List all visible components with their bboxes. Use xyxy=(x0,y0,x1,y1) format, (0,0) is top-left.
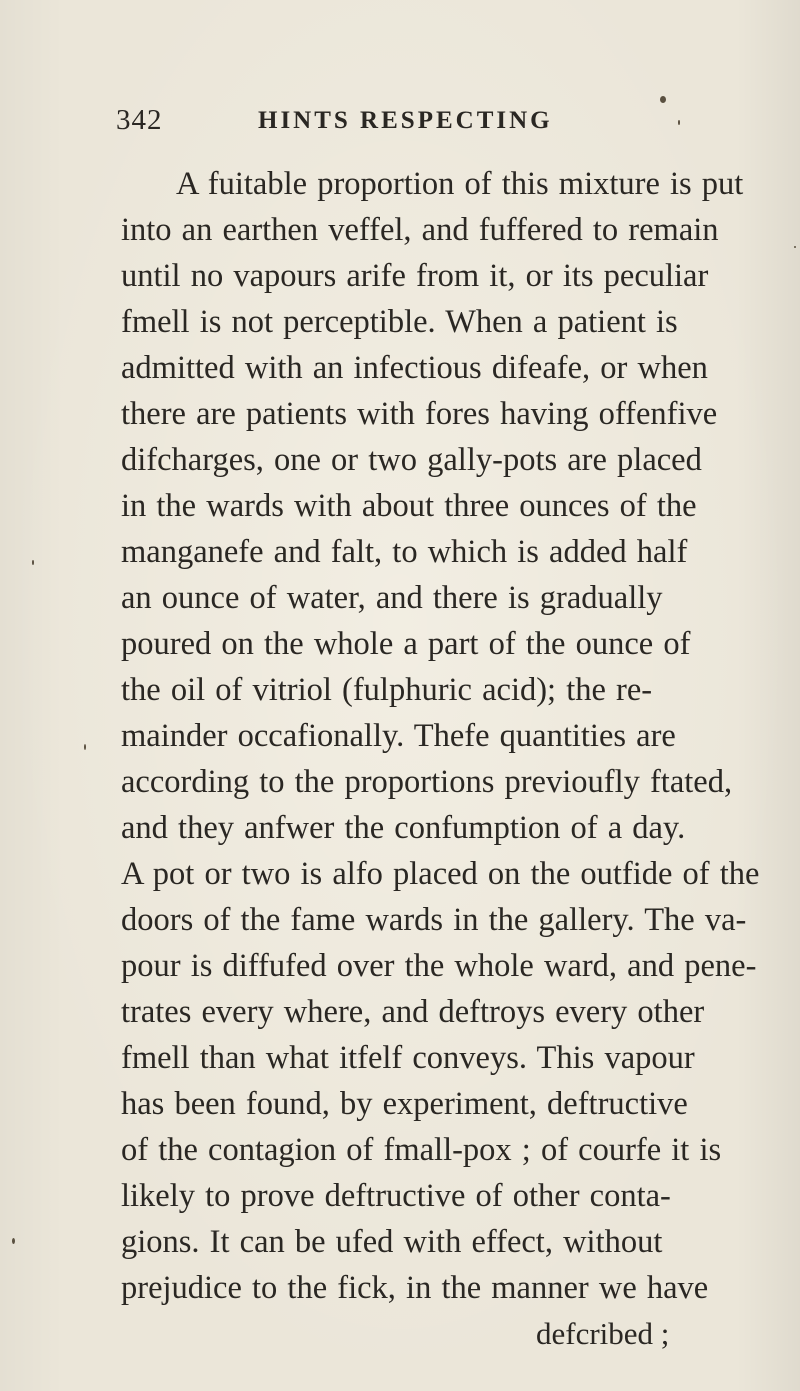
text-line: into an earthen veffel, and fuffered to remain xyxy=(121,212,719,248)
ink-speck xyxy=(32,560,34,565)
text-line: prejudice to the fick, in the manner we have xyxy=(121,1270,709,1306)
text-line: in the wards with about three ounces of the xyxy=(121,488,697,524)
text-line: an ounce of water, and there is gradually xyxy=(121,580,663,616)
text-line: the oil of vitriol (fulphuric acid); the re- xyxy=(121,672,653,708)
ink-speck xyxy=(84,744,86,750)
page-number: 342 xyxy=(116,104,163,136)
text-line: and they anfwer the confumption of a day. xyxy=(121,810,686,846)
text-line: according to the proportions previoufly ftated, xyxy=(121,764,733,800)
text-line: admitted with an infectious difeafe, or when xyxy=(121,350,708,386)
text-line: fmell than what itfelf conveys. This vapour xyxy=(121,1040,695,1076)
text-line: fmell is not perceptible. When a patient is xyxy=(121,304,678,340)
text-line: poured on the whole a part of the ounce of xyxy=(121,626,691,662)
text-line: doors of the fame wards in the gallery. The va- xyxy=(121,902,747,938)
text-line: of the contagion of fmall-pox ; of courfe it is xyxy=(121,1132,722,1168)
text-line: manganefe and falt, to which is added half xyxy=(121,534,688,570)
text-line: A pot or two is alfo placed on the outfide of the xyxy=(121,856,760,892)
text-line: trates every where, and deftroys every other xyxy=(121,994,705,1030)
running-head: HINTS RESPECTING xyxy=(258,107,553,134)
text-line: gions. It can be ufed with effect, without xyxy=(121,1224,663,1260)
text-line: A fuitable proportion of this mixture is put xyxy=(176,166,744,202)
text-line: mainder occafionally. Thefe quantities are xyxy=(121,718,676,754)
ink-speck xyxy=(794,246,796,248)
text-line: pour is diffufed over the whole ward, and pene- xyxy=(121,948,757,984)
text-line: has been found, by experiment, deftructive xyxy=(121,1086,688,1122)
text-line: until no vapours arife from it, or its peculiar xyxy=(121,258,709,294)
ink-speck xyxy=(12,1238,15,1244)
text-line: likely to prove deftructive of other conta- xyxy=(121,1178,671,1214)
text-line: difcharges, one or two gally-pots are placed xyxy=(121,442,702,478)
ink-speck xyxy=(660,96,666,103)
catchword: defcribed ; xyxy=(536,1316,670,1351)
text-line: there are patients with fores having offenfive xyxy=(121,396,718,432)
ink-speck xyxy=(678,120,680,125)
